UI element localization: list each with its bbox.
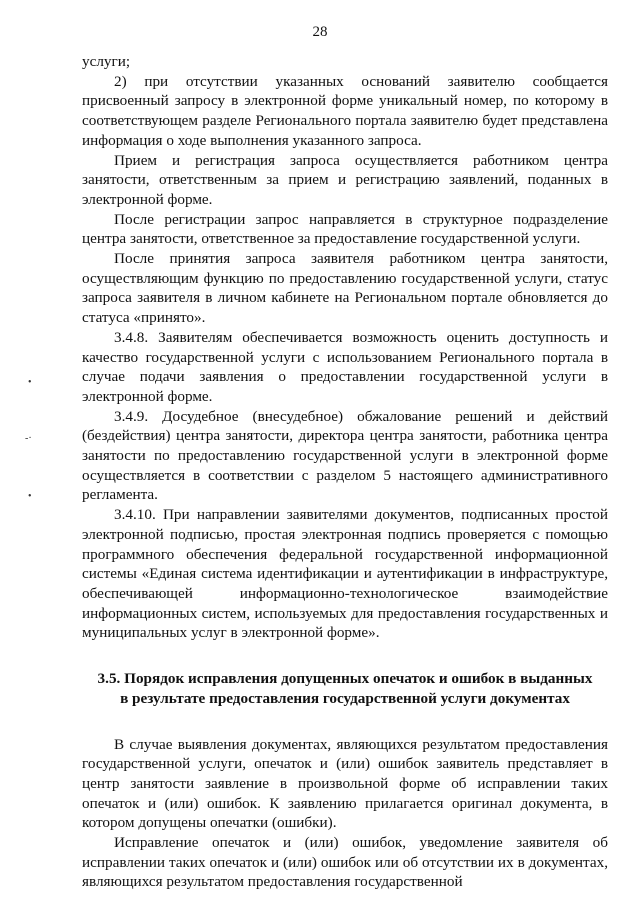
margin-mark: -· xyxy=(25,433,32,444)
page-number: 28 xyxy=(312,24,328,40)
section-heading xyxy=(82,669,608,708)
section-heading-text: 3.5. Порядок исправления допущенных опечаток и ошибок в выданных в результате предоставления государственной услуги документах xyxy=(97,670,593,707)
paragraph: 3.4.9. Досудебное (внесудебное) обжалование решений и действий (бездействия) центра занятости, директора центра занятости, работника центра занятости по предоставлению государственной услуги в электронной форме осуществляется в соответствии с разделом 5 настоящего административного регламента. xyxy=(82,407,608,504)
margin-mark: • xyxy=(28,377,32,388)
paragraph: После регистрации запрос направляется в структурное подразделение центра занятости, ответственное за предоставление государственной услуги. xyxy=(82,210,608,248)
paragraph: 3.4.10. При направлении заявителями документов, подписанных простой электронной подписью, простая электронная подпись проверяется с помощью программного обеспечения федеральной государственной информационной системы «Единая система идентификации и аутентификации в инфраструктуре, обеспечивающей информационно-технологическое взаимодействие информационных систем, используемых для предоставления государственных и муниципальных услуг в электронной форме». xyxy=(82,506,608,642)
paragraph: услуги; xyxy=(82,53,131,70)
margin-mark: • xyxy=(28,491,32,502)
document-body xyxy=(82,52,608,892)
paragraph: В случае выявления документах, являющихся результатом предоставления государственной услуги, опечаток и (или) ошибок заявитель представляет в центр занятости заявление в произвольной форме об исправлении таких опечаток и (или) ошибок. К заявлению прилагается оригинал документа, в котором допущены опечатки (ошибки). xyxy=(82,735,608,832)
paragraph: После принятия запроса заявителя работником центра занятости, осуществляющим функцию по предоставлению государственной услуги, статус запроса заявителя в личном кабинете на Региональном портале обновляется до статуса «принято». xyxy=(82,250,608,327)
paragraph: 3.4.8. Заявителям обеспечивается возможность оценить доступность и качество государственной услуги с использованием Регионального портала в случае подачи заявления о предоставлении государственной услуги в электронной форме. xyxy=(82,328,608,405)
paragraph: 2) при отсутствии указанных оснований заявителю сообщается присвоенный запросу в электронной форме уникальный номер, по которому в соответствующем разделе Регионального портала заявителю будет представлена информация о ходе выполнения указанного запроса. xyxy=(82,72,608,149)
paragraph: Прием и регистрация запроса осуществляется работником центра занятости, ответственным за прием и регистрацию заявлений, поданных в электронной форме. xyxy=(82,151,608,208)
paragraph: Исправление опечаток и (или) ошибок, уведомление заявителя об исправлении таких опечаток и (или) ошибок или об отсутствии их в документах, являющихся результатом предоставления государственной xyxy=(82,834,608,891)
